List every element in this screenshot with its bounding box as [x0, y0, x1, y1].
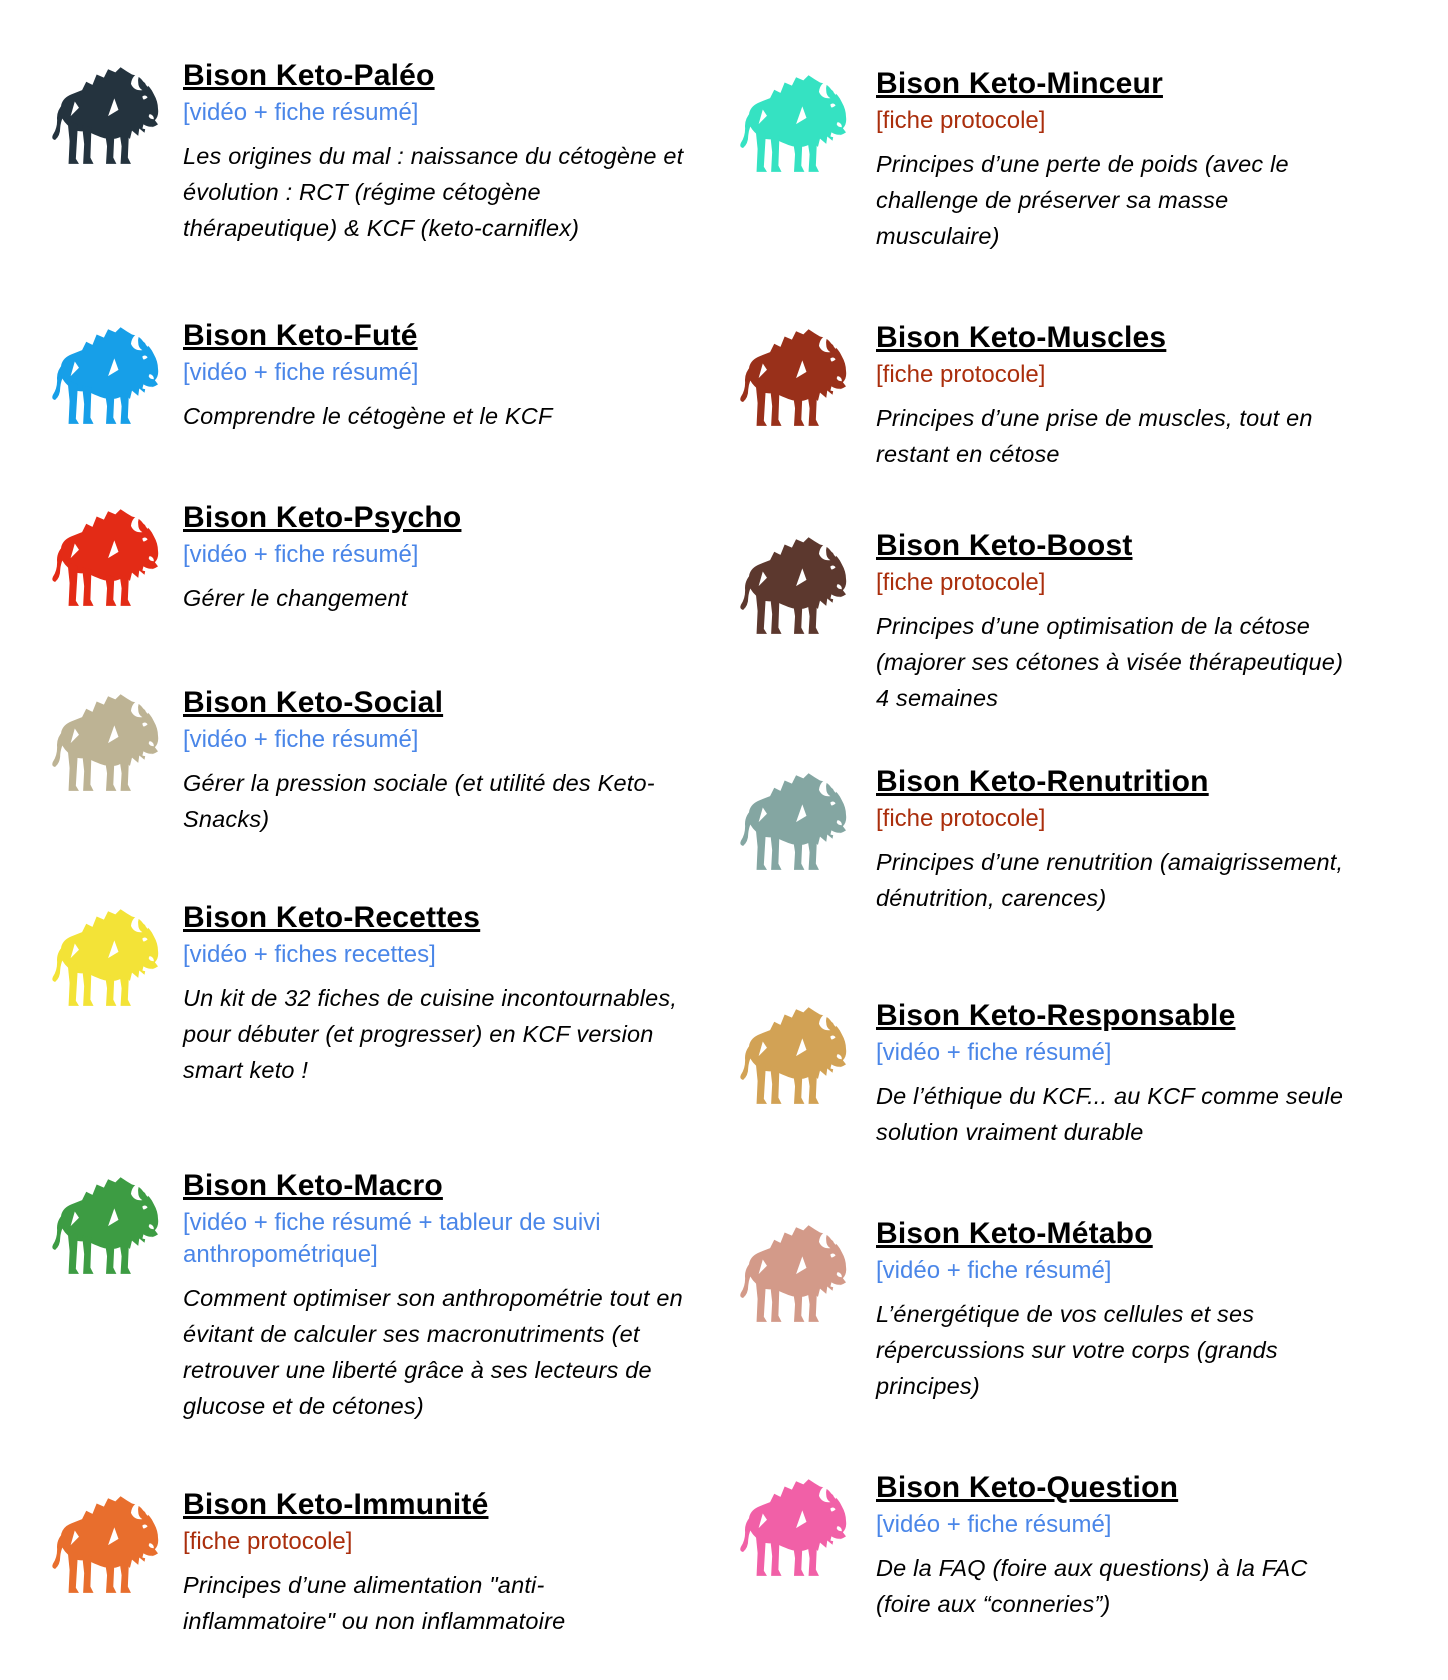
module-description: Principes d’une alimentation "anti-inflammatoire" ou non inflammatoire [183, 1572, 566, 1634]
module-text-block [876, 528, 1350, 716]
module-item-7 [42, 1487, 688, 1639]
bison-keto-question-icon [730, 1474, 858, 1578]
module-item-2 [42, 318, 688, 434]
module-format-tag: [vidéo + fiche résumé] [876, 1257, 1112, 1284]
bison-keto-boost-icon [730, 532, 858, 636]
module-description: Principes d’une prise de muscles, tout en restant en cétose [876, 405, 1313, 467]
module-format-tag: [fiche protocole] [876, 361, 1046, 388]
module-title[interactable]: Bison Keto-Recettes [183, 901, 481, 934]
module-text-block [183, 1168, 688, 1424]
module-title[interactable]: Bison Keto-Muscles [876, 321, 1167, 354]
module-item-1 [42, 58, 688, 246]
module-description: L’énergétique de vos cellules et ses répercussions sur votre corps (grands principes) [876, 1301, 1278, 1399]
module-format-tag: [vidéo + fiche résumé] [876, 1039, 1112, 1066]
module-item-10 [730, 528, 1350, 716]
module-description: Comment optimiser son anthropométrie tout en évitant de calculer ses macronutriments (et retrouver une liberté grâce à ses lecteurs de glucose et de cétones) [183, 1285, 683, 1419]
module-item-3 [42, 500, 688, 616]
module-item-5 [42, 900, 688, 1088]
module-title[interactable]: Bison Keto-Paléo [183, 59, 435, 92]
module-title[interactable]: Bison Keto-Question [876, 1471, 1179, 1504]
module-item-6 [42, 1168, 688, 1424]
bison-keto-psycho-icon [42, 504, 170, 608]
module-text-block [183, 318, 688, 434]
bison-keto-renutrition-icon [730, 768, 858, 872]
module-item-14 [730, 1470, 1350, 1622]
module-description: Un kit de 32 fiches de cuisine incontournables, pour débuter (et progresser) en KCF version smart keto ! [183, 985, 678, 1083]
module-title[interactable]: Bison Keto-Futé [183, 319, 418, 352]
module-text-block [876, 1216, 1350, 1404]
module-description: De la FAQ (foire aux questions) à la FAC (foire aux “conneries”) [876, 1555, 1308, 1617]
bison-keto-minceur-icon [730, 70, 858, 174]
module-text-block [183, 58, 688, 246]
module-title[interactable]: Bison Keto-Immunité [183, 1488, 489, 1521]
module-item-4 [42, 685, 688, 837]
module-description: Principes d’une perte de poids (avec le challenge de préserver sa masse musculaire) [876, 151, 1289, 249]
module-format-tag: [fiche protocole] [876, 107, 1046, 134]
module-item-8 [730, 66, 1350, 254]
bison-keto-immunite-icon [42, 1491, 170, 1595]
bison-keto-metabo-icon [730, 1220, 858, 1324]
bison-keto-social-icon [42, 689, 170, 793]
module-text-block [876, 764, 1350, 916]
bison-keto-responsable-icon [730, 1002, 858, 1106]
module-description: De l’éthique du KCF... au KCF comme seule solution vraiment durable [876, 1083, 1344, 1145]
module-description: Les origines du mal : naissance du cétogène et évolution : RCT (régime cétogène thérapeutique) & KCF (keto-carniflex) [183, 143, 684, 241]
bison-keto-muscles-icon [730, 324, 858, 428]
module-text-block [183, 900, 688, 1088]
module-text-block [876, 320, 1350, 472]
bison-keto-fute-icon [42, 322, 170, 426]
module-item-12 [730, 998, 1350, 1150]
bison-keto-macro-icon [42, 1172, 170, 1276]
module-description: Gérer la pression sociale (et utilité des Keto-Snacks) [183, 770, 655, 832]
module-title[interactable]: Bison Keto-Psycho [183, 501, 462, 534]
module-text-block [183, 500, 688, 616]
module-format-tag: [vidéo + fiche résumé] [183, 541, 419, 568]
module-format-tag: [fiche protocole] [876, 569, 1046, 596]
module-title[interactable]: Bison Keto-Minceur [876, 67, 1163, 100]
module-title[interactable]: Bison Keto-Métabo [876, 1217, 1153, 1250]
module-format-tag: [vidéo + fiches recettes] [183, 941, 436, 968]
module-title[interactable]: Bison Keto-Social [183, 686, 444, 719]
module-title[interactable]: Bison Keto-Macro [183, 1169, 443, 1202]
module-format-tag: [vidéo + fiche résumé] [876, 1511, 1112, 1538]
module-text-block [876, 66, 1350, 254]
module-format-tag: [vidéo + fiche résumé] [183, 359, 419, 386]
module-description: Comprendre le cétogène et le KCF [183, 403, 553, 429]
module-text-block [876, 998, 1350, 1150]
module-title[interactable]: Bison Keto-Renutrition [876, 765, 1209, 798]
module-format-tag: [vidéo + fiche résumé] [183, 726, 419, 753]
module-description: Principes d’une optimisation de la cétose (majorer ses cétones à visée thérapeutique) 4 semaines [876, 613, 1344, 711]
module-title[interactable]: Bison Keto-Boost [876, 529, 1133, 562]
module-text-block [183, 685, 688, 837]
module-text-block [876, 1470, 1350, 1622]
module-format-tag: [vidéo + fiche résumé] [183, 99, 419, 126]
module-description: Gérer le changement [183, 585, 408, 611]
module-item-11 [730, 764, 1350, 916]
module-format-tag: [vidéo + fiche résumé + tableur de suivi anthropométrique] [183, 1209, 601, 1268]
module-item-13 [730, 1216, 1350, 1404]
module-format-tag: [fiche protocole] [183, 1528, 353, 1555]
module-description: Principes d’une renutrition (amaigrissement, dénutrition, carences) [876, 849, 1344, 911]
module-item-9 [730, 320, 1350, 472]
bison-keto-paleo-icon [42, 62, 170, 166]
module-title[interactable]: Bison Keto-Responsable [876, 999, 1236, 1032]
bison-keto-recettes-icon [42, 904, 170, 1008]
module-text-block [183, 1487, 688, 1639]
module-format-tag: [fiche protocole] [876, 805, 1046, 832]
